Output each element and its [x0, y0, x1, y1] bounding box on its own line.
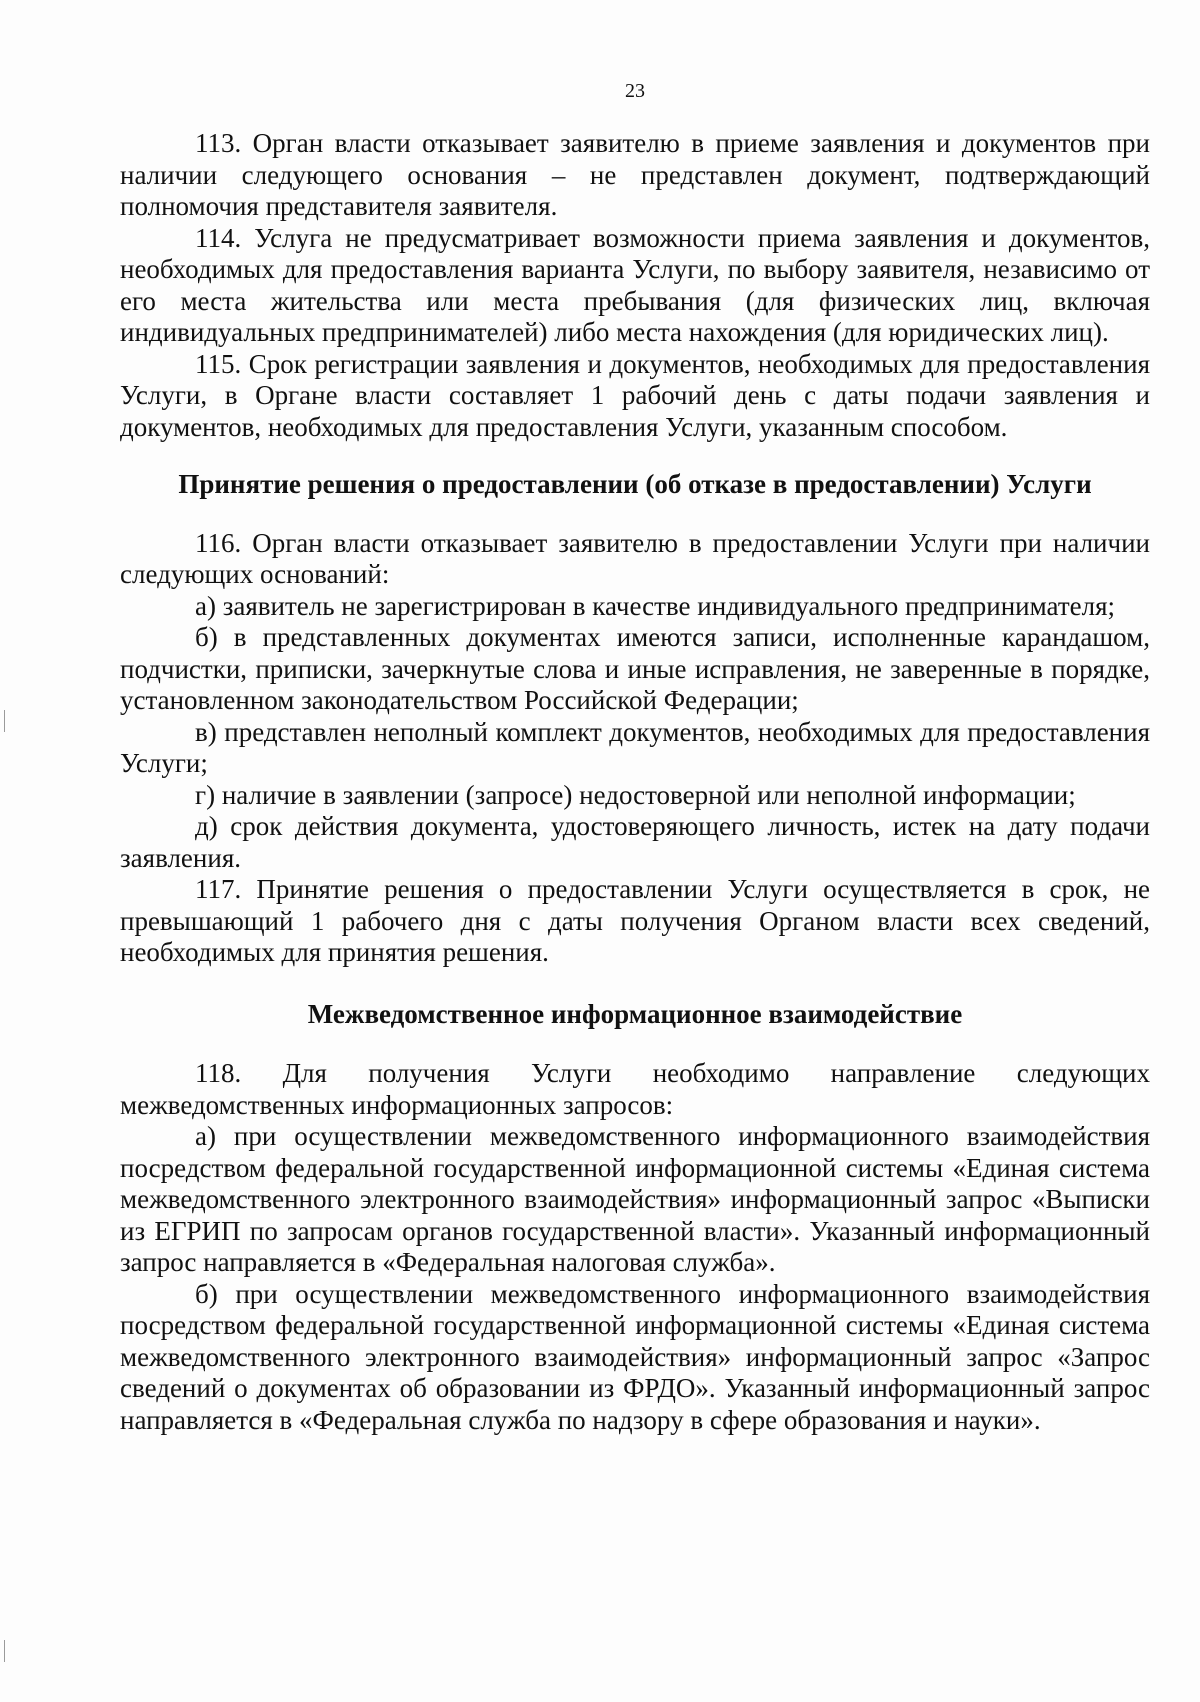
page-number: 23: [625, 80, 645, 102]
paragraph-117: 117. Принятие решения о предоставлении Услуги осуществляется в срок, не превышающий 1 рабочего дня с даты получения Органом власти всех сведений, необходимых для принятия решения.: [120, 874, 1150, 967]
section-heading-decision: Принятие решения о предоставлении (об отказе в предоставлении) Услуги: [178, 469, 1092, 499]
scan-edge-mark: [4, 710, 5, 732]
paragraph-116: 116. Орган власти отказывает заявителю в предоставлении Услуги при наличии следующих оснований:: [120, 527, 1150, 589]
list-item-a: а) заявитель не зарегистрирован в качестве индивидуального предпринимателя;: [195, 590, 1115, 621]
list-item-g: г) наличие в заявлении (запросе) недостоверной или неполной информации;: [195, 779, 1076, 810]
paragraph-115: 115. Срок регистрации заявления и документов, необходимых для предоставления Услуги, в Органе власти составляет 1 рабочий день с даты подачи заявления и документов, необходимых для предоставления Услуги, указанным способом.: [120, 348, 1150, 442]
paragraph-113: 113. Орган власти отказывает заявителю в приеме заявления и документов при наличии следующего основания – не представлен документ, подтверждающий полномочия представителя заявителя.: [120, 128, 1150, 221]
paragraph-114: 114. Услуга не предусматривает возможности приема заявления и документов, необходимых для предоставления варианта Услуги, по выбору заявителя, независимо от его места жительства или места пребывания (для физических лиц, включая индивидуальных предпринимателей) либо места нахождения (для юридических лиц).: [120, 222, 1150, 347]
request-item-b: б) при осуществлении межведомственного информационного взаимодействия посредством федеральной государственной информационной системы «Единая система межведомственного электронного взаимодействия» информационный запрос «Запрос сведений о документах об образовании из ФРДО». Указанный информационный запрос направляется в «Федеральная служба по надзору в сфере образования и науки».: [120, 1278, 1150, 1435]
list-item-v: в) представлен неполный комплект документов, необходимых для предоставления Услуги;: [120, 716, 1150, 778]
list-item-d: д) срок действия документа, удостоверяющего личность, истек на дату подачи заявления.: [120, 811, 1150, 873]
document-body: [120, 128, 1150, 1436]
scan-edge-mark: [4, 1640, 5, 1662]
list-item-b: б) в представленных документах имеются записи, исполненные карандашом, подчистки, приписки, зачеркнутые слова и иные исправления, не заверенные в порядке, установленном законодательством Российской Федерации;: [120, 622, 1150, 715]
paragraph-118: 118. Для получения Услуги необходимо направление следующих межведомственных информационных запросов:: [120, 1058, 1150, 1120]
request-item-a: а) при осуществлении межведомственного информационного взаимодействия посредством федеральной государственной информационной системы «Единая система межведомственного электронного взаимодействия» информационный запрос «Выписки из ЕГРИП по запросам органов государственной власти». Указанный информационный запрос направляется в «Федеральная налоговая служба».: [120, 1121, 1150, 1277]
section-heading-interaction: Межведомственное информационное взаимодействие: [307, 998, 963, 1029]
